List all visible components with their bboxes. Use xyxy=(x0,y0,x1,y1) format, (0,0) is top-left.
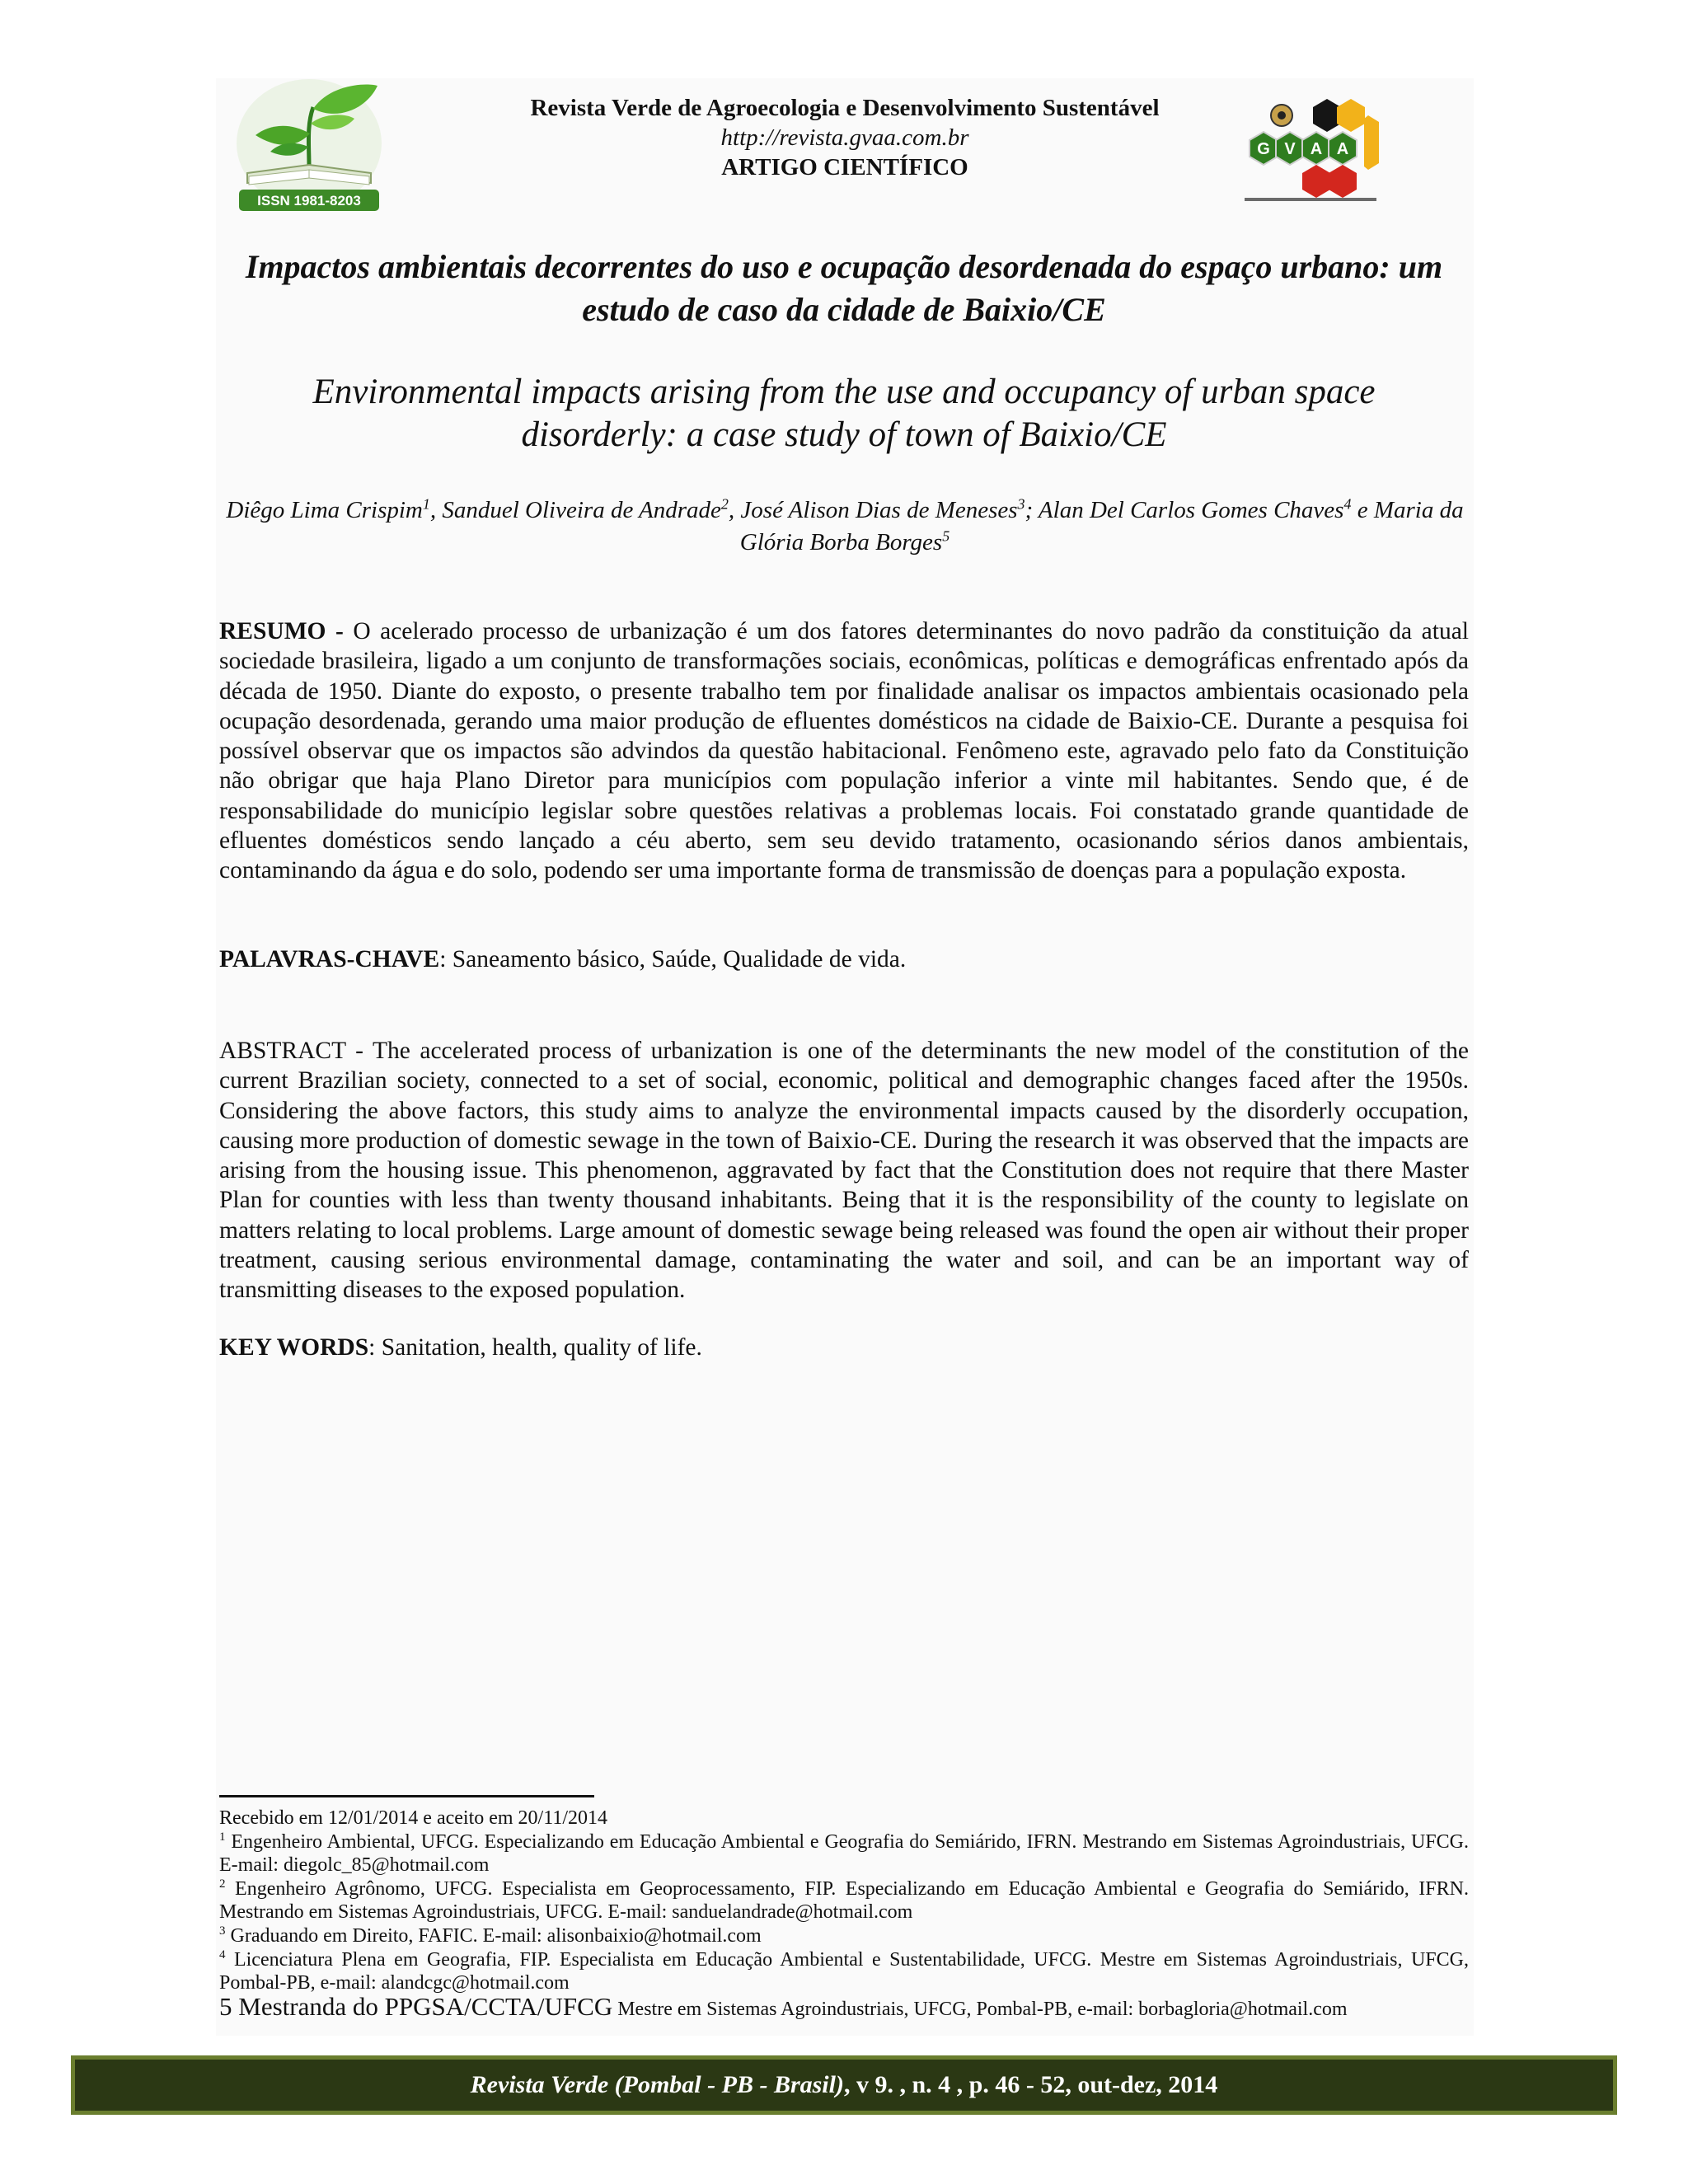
author-2: , Sanduel Oliveira de Andrade xyxy=(429,497,721,523)
author-4-ref: 4 xyxy=(1343,495,1352,513)
footnote-4 xyxy=(219,1948,1469,1995)
resumo-paragraph xyxy=(219,616,1469,886)
footnote-2-text: Engenheiro Agrônomo, UFCG. Especialista em Geoprocessamento, FIP. Especializando em Educação Ambiental e Geografia do Semiárido, IFRN. Mestrando em Sistemas Agroindustriais, UFCG. E-mail: sanduelandrade@hotmail.com xyxy=(219,1877,1469,1924)
title-portuguese: Impactos ambientais decorrentes do uso e ocupação desordenada do espaço urbano: um estudo de caso da cidade de Baixio/CE xyxy=(245,248,1443,328)
footer-journal-name: Revista Verde (Pombal - PB - Brasil) xyxy=(470,2071,844,2098)
gvaa-logo-icon xyxy=(1240,92,1381,204)
author-2-ref: 2 xyxy=(720,495,729,513)
keywords-en-text: : Sanitation, health, quality of life. xyxy=(368,1334,702,1361)
footnote-5-text: Mestre em Sistemas Agroindustriais, UFCG, Pombal-PB, e-mail: borbagloria@hotmail.com xyxy=(612,1998,1348,2020)
article-type: ARTIGO CIENTÍFICO xyxy=(721,154,968,180)
journal-footer xyxy=(71,2055,1617,2115)
footnote-5 xyxy=(219,1991,1469,2022)
resumo-label: RESUMO - xyxy=(219,618,344,644)
keywords-en xyxy=(219,1333,1469,1362)
footer-issue: , v 9. , n. 4 , p. 46 - 52, out-dez, 2014 xyxy=(843,2071,1218,2098)
journal-logo-plant-icon xyxy=(231,76,387,216)
logo-letter-a2: A xyxy=(1336,140,1349,158)
logo-letter-a1: A xyxy=(1310,140,1323,158)
author-1: Diêgo Lima Crispim xyxy=(226,497,423,523)
logo-letter-g: G xyxy=(1257,140,1270,158)
footer-citation xyxy=(75,2060,1613,2111)
journal-url-link[interactable]: http://revista.gvaa.com.br xyxy=(720,124,969,151)
author-4: ; Alan Del Carlos Gomes Chaves xyxy=(1025,497,1344,523)
footnote-1-number: 1 xyxy=(219,1830,226,1844)
keywords-pt xyxy=(219,944,1469,974)
keywords-en-label: KEY WORDS xyxy=(219,1334,369,1361)
footnote-divider xyxy=(219,1795,594,1797)
author-3-ref: 3 xyxy=(1017,495,1025,513)
footnote-4-text: Licenciatura Plena em Geografia, FIP. Especialista em Educação Ambiental e Sustentabilidade, UFCG. Mestre em Sistemas Agroindustriais, UFCG, Pombal-PB, e-mail: alandcgc@hotmail.com xyxy=(219,1948,1469,1994)
issn-label: ISSN 1981-8203 xyxy=(257,193,361,209)
keywords-pt-text: : Saneamento básico, Saúde, Qualidade de vida. xyxy=(439,946,907,972)
abstract-paragraph: ABSTRACT - The accelerated process of urbanization is one of the determinants the new model of the constitution of the current Brazilian society, connected to a set of social, economic, political and demographic changes faced after the 1950s. Considering the above factors, this study aims to analyze the environmental impacts caused by the disorderly occupation, causing more production of domestic sewage in the town of Baixio-CE. During the research it was observed that the impacts are arising from the housing issue. This phenomenon, aggravated by fact that the Constitution does not require that there Master Plan for counties with less than twenty thousand inhabitants. Being that it is the responsibility of the county to legislate on matters relating to local problems. Large amount of domestic sewage being released was found the open air without their proper treatment, causing serious environmental damage, contaminating the water and soil, and can be an important way of transmitting diseases to the exposed population. xyxy=(219,1038,1469,1304)
footnote-4-number: 4 xyxy=(219,1947,226,1961)
author-5-ref: 5 xyxy=(942,527,950,545)
title-english: Environmental impacts arising from the use and occupancy of urban space disorderly: a case study of town of Baixio/CE xyxy=(312,373,1376,454)
journal-header xyxy=(412,93,1278,182)
author-3: , José Alison Dias de Meneses xyxy=(728,497,1018,523)
footnote-5-lead: 5 Mestranda do PPGSA/CCTA/UFCG xyxy=(219,1991,613,2021)
journal-name: Revista Verde de Agroecologia e Desenvolvimento Sustentável xyxy=(530,95,1160,121)
footnote-3-text: Graduando em Direito, FAFIC. E-mail: alisonbaixio@hotmail.com xyxy=(225,1924,762,1947)
logo-letter-v: V xyxy=(1284,140,1296,158)
footnote-3-number: 3 xyxy=(219,1924,226,1938)
resumo-text: O acelerado processo de urbanização é um dos fatores determinantes do novo padrão da constituição da atual sociedade brasileira, ligado a um conjunto de transformações sociais, econômicas, políticas e demográficas enfrentado após da década de 1950. Diante do exposto, o presente trabalho tem por finalidade analisar os impactos ambientais ocasionado pela ocupação desordenada, gerando uma maior produção de efluentes domésticos na cidade de Baixio-CE. Durante a pesquisa foi possível observar que os impactos são advindos da questão habitacional. Fenômeno este, agravado pelo fato da Constituição não obrigar que haja Plano Diretor para municípios com população inferior a vinte mil habitantes. Sendo que, é de responsabilidade do município legislar sobre questões relativas a problemas locais. Foi constatado grande quantidade de efluentes domésticos sendo lançado a céu aberto, sem seu devido tratamento, ocasionando sérios danos ambientais, contaminando da água e do solo, podendo ser uma importante forma de transmissão de doenças para a população exposta. xyxy=(219,618,1469,884)
keywords-pt-label: PALAVRAS-CHAVE xyxy=(219,946,440,972)
footnote-1-text: Engenheiro Ambiental, UFCG. Especializando em Educação Ambiental e Geografia do Semiárido, IFRN. Mestrando em Sistemas Agroindustriais, UFCG. E-mail: diegolc_85@hotmail.com xyxy=(219,1830,1469,1877)
footnote-1 xyxy=(219,1830,1469,1877)
author-5: e Maria da Glória Borba Borges xyxy=(739,497,1464,555)
footnote-3 xyxy=(219,1924,1469,1948)
author-1-ref: 1 xyxy=(422,495,430,513)
footnote-2-number: 2 xyxy=(219,1877,226,1891)
received-date: Recebido em 12/01/2014 e aceito em 20/11/2014 xyxy=(219,1807,607,1829)
author-list xyxy=(218,494,1471,559)
footnotes xyxy=(219,1807,1469,2021)
footnote-2 xyxy=(219,1877,1469,1924)
